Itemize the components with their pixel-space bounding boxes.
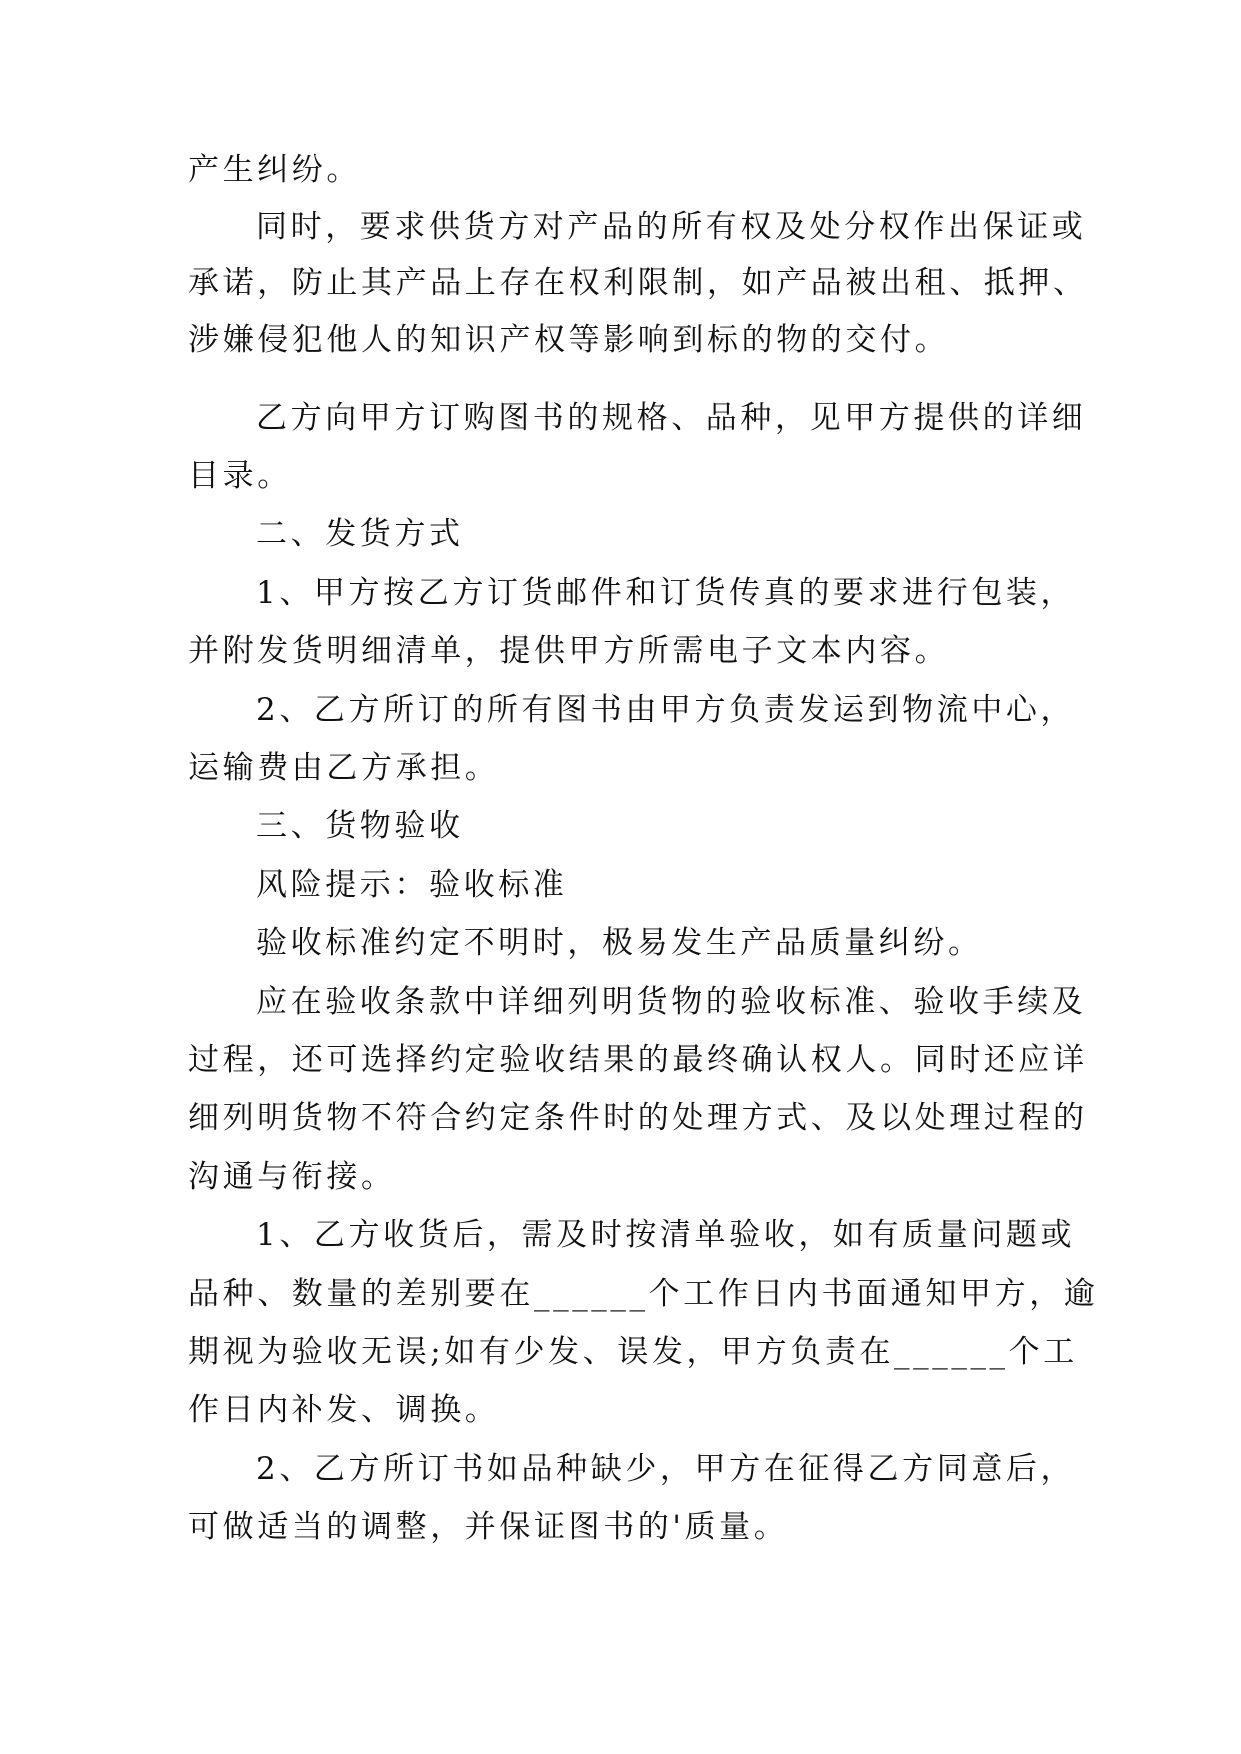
text-line: 沟通与衔接。 (188, 1159, 396, 1195)
text-line: 2、乙方所订书如品种缺少，甲方在征得乙方同意后， (256, 1451, 1076, 1487)
text-line: 同时，要求供货方对产品的所有权及处分权作出保证或 (256, 209, 1087, 245)
text-line: 作日内补发、调换。 (188, 1392, 500, 1428)
text-line: 运输费由乙方承担。 (188, 750, 500, 786)
section-heading: 二、发货方式 (256, 516, 464, 552)
text-line: 并附发货明细清单，提供甲方所需电子文本内容。 (188, 633, 950, 669)
text-line: 目录。 (188, 458, 292, 494)
text-line: 过程，还可选择约定验收结果的最终确认权人。同时还应详 (188, 1042, 1088, 1078)
text-line: 细列明货物不符合约定条件时的处理方式、及以处理过程的 (188, 1100, 1088, 1136)
text-line: 2、乙方所订的所有图书由甲方负责发运到物流中心， (256, 692, 1076, 728)
text-line: 产生纠纷。 (188, 152, 361, 188)
text-line: 乙方向甲方订购图书的规格、品种，见甲方提供的详细 (256, 400, 1087, 436)
text-line: 承诺，防止其产品上存在权利限制，如产品被出租、抵押、 (188, 265, 1088, 301)
text-line: 涉嫌侵犯他人的知识产权等影响到标的物的交付。 (188, 322, 950, 358)
text-line: 可做适当的调整，并保证图书的'质量。 (188, 1509, 789, 1545)
section-heading: 三、货物验收 (256, 808, 464, 844)
text-line: 品种、数量的差别要在______个工作日内书面通知甲方，逾 (188, 1276, 1099, 1312)
text-line: 1、乙方收货后，需及时按清单验收，如有质量问题或 (256, 1217, 1076, 1253)
text-line: 1、甲方按乙方订货邮件和订货传真的要求进行包装， (256, 575, 1076, 611)
text-line: 应在验收条款中详细列明货物的验收标准、验收手续及 (256, 984, 1087, 1020)
text-line: 验收标准约定不明时，极易发生产品质量纠纷。 (256, 925, 983, 961)
text-line: 期视为验收无误;如有少发、误发，甲方负责在______个工 (188, 1334, 1078, 1370)
text-line: 风险提示：验收标准 (256, 867, 568, 903)
